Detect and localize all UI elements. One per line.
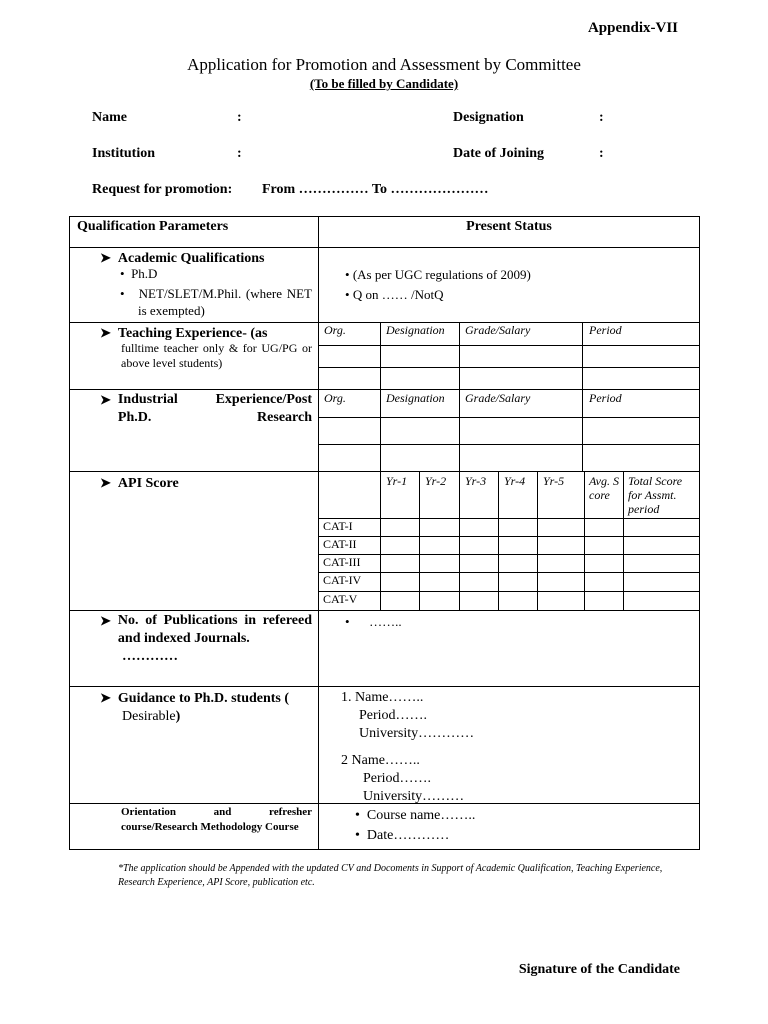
page-title: Application for Promotion and Assessment by Committee [187, 55, 581, 74]
institution-label: Institution [92, 146, 156, 161]
api-row-cat4: CAT-IV [323, 573, 362, 587]
api-row-cat1: CAT-I [323, 519, 353, 533]
arrow-bullet-icon: ➤ [100, 250, 111, 265]
signature-label: Signature of the Candidate [518, 962, 680, 977]
api-row-cat2: CAT-II [323, 537, 357, 551]
name-colon: : [237, 110, 242, 125]
api-row-cat5: CAT-V [323, 592, 358, 606]
name-label: Name [92, 110, 127, 125]
guidance-entry-2: 2 Name…….. Period……. University……… [341, 753, 465, 804]
guidance-entry-1: 1. Name…….. Period……. University………… [341, 690, 475, 741]
arrow-bullet-icon: ➤ [100, 613, 111, 628]
api-col-total: Total Score for Assmt. period [628, 474, 683, 516]
arrow-bullet-icon: ➤ [100, 690, 111, 705]
api-col-yr2: Yr-2 [425, 474, 447, 488]
academic-status-q: • Q on …… /NotQ [345, 287, 444, 302]
industrial-col-grade: Grade/Salary [465, 391, 531, 405]
teaching-row-label: ➤ Teaching Experience- (as [100, 325, 268, 341]
orientation-items [355, 806, 475, 846]
academic-status-ugc: • (As per UGC regulations of 2009) [345, 267, 531, 282]
teaching-col-org: Org. [324, 323, 346, 337]
academic-row-label: ➤ Academic Qualifications [100, 250, 265, 266]
academic-item-net: • NET/SLET/M.Phil. (where NET is exempted) [120, 286, 312, 318]
institution-colon: : [237, 146, 242, 161]
footnote: *The application should be Appended with the updated CV and Docoments in Support of Academic Qualification, Teaching Experience, Research Experience, API Score, publication etc. [118, 863, 663, 888]
publications-status: • …….. [345, 614, 402, 629]
academic-status [345, 266, 531, 303]
api-col-yr4: Yr-4 [504, 474, 526, 488]
api-col-yr3: Yr-3 [465, 474, 487, 488]
industrial-row-label: ➤ Industrial Experience/Post Ph.D. Research [100, 392, 312, 425]
industrial-col-org: Org. [324, 391, 346, 405]
industrial-col-period: Period [589, 391, 622, 405]
industrial-col-designation: Designation [386, 391, 445, 405]
teaching-note: fulltime teacher only & for UG/PG or above level students) [121, 341, 312, 370]
publications-dots: ………… [122, 649, 178, 664]
teaching-col-grade: Grade/Salary [465, 323, 531, 337]
arrow-bullet-icon: ➤ [100, 392, 111, 407]
api-row-cat3: CAT-III [323, 555, 361, 569]
orientation-date: • Date………… [355, 828, 450, 843]
request-label: Request for promotion: [92, 182, 233, 197]
arrow-bullet-icon: ➤ [100, 475, 111, 490]
orientation-row-label: Orientation and refresher course/Research Methodology Course [121, 806, 312, 833]
api-col-yr5: Yr-5 [543, 474, 565, 488]
academic-items [120, 265, 312, 319]
appendix-label: Appendix-VII [587, 20, 678, 36]
col-header-status: Present Status [466, 219, 552, 234]
designation-colon: : [599, 110, 604, 125]
guidance-row-label: ➤ Guidance to Ph.D. students ( Desirable) [100, 690, 290, 724]
designation-label: Designation [453, 110, 524, 125]
api-col-yr1: Yr-1 [386, 474, 408, 488]
date-of-joining-label: Date of Joining [453, 146, 544, 161]
date-of-joining-colon: : [599, 146, 604, 161]
page-subtitle: (To be filled by Candidate) [309, 76, 459, 91]
teaching-col-period: Period [589, 323, 622, 337]
api-col-avg: Avg. Score [589, 474, 619, 502]
api-row-label: ➤ API Score [100, 475, 179, 491]
orientation-course-name: • Course name…….. [355, 808, 476, 823]
academic-item-phd: • Ph.D [120, 266, 158, 281]
col-header-parameters: Qualification Parameters [77, 219, 229, 234]
request-from-to: From …………… To ………………… [262, 182, 489, 197]
publications-row-label: ➤ No. of Publications in refereed and indexed Journals. ………… [100, 613, 312, 664]
arrow-bullet-icon: ➤ [100, 325, 111, 340]
teaching-col-designation: Designation [386, 323, 445, 337]
